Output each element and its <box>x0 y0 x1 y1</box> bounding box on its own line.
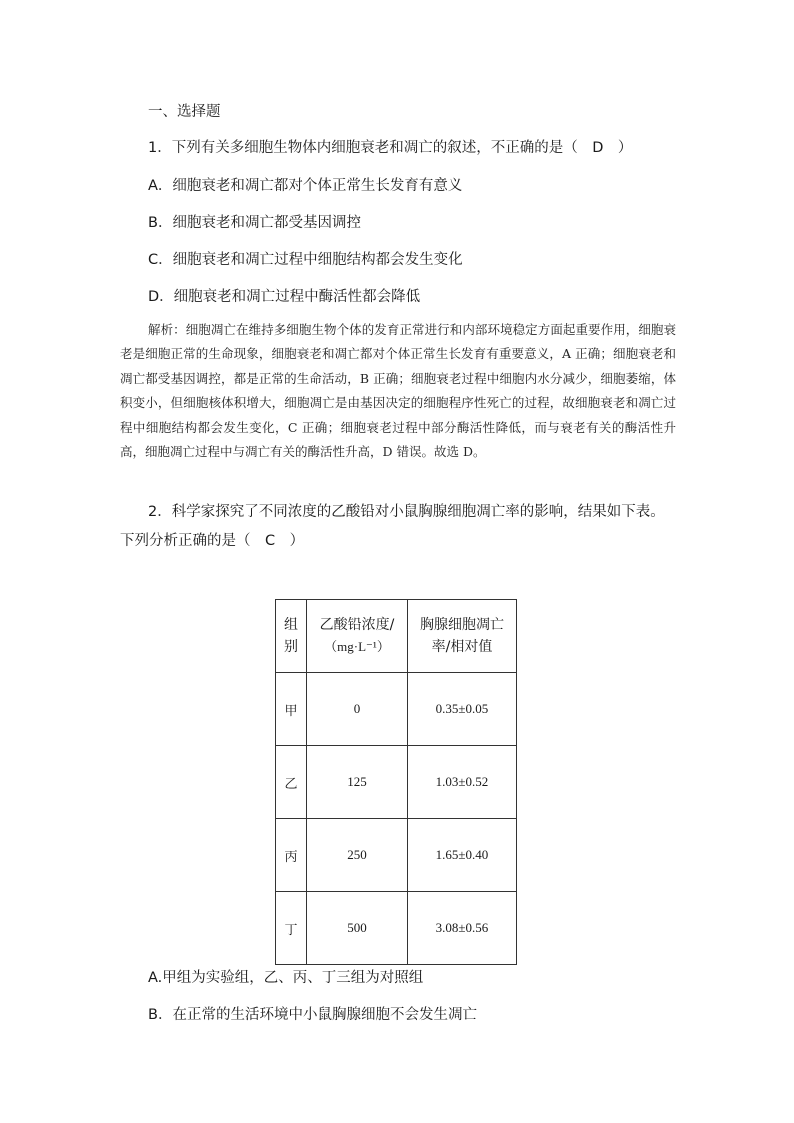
question-1-option-a: A．细胞衰老和凋亡都对个体正常生长发育有意义 <box>148 178 463 194</box>
results-table <box>275 599 517 965</box>
cell-group: 乙 <box>276 746 307 819</box>
header-apoptosis-rate: 胸腺细胞凋亡率/相对值 <box>408 600 517 673</box>
table-row <box>276 673 517 746</box>
header-group: 组别 <box>276 600 307 673</box>
question-1-option-d: D．细胞衰老和凋亡过程中酶活性都会降低 <box>148 289 421 305</box>
question-1-stem: 1．下列有关多细胞生物体内细胞衰老和凋亡的叙述，不正确的是（ D ） <box>148 140 633 156</box>
cell-rate: 1.03±0.52 <box>408 746 517 819</box>
table-row <box>276 746 517 819</box>
cell-rate: 0.35±0.05 <box>408 673 517 746</box>
question-2-stem: 2．科学家探究了不同浓度的乙酸铅对小鼠胸腺细胞凋亡率的影响，结果如下表。下列分析正确的是（ C ） <box>120 504 665 549</box>
header-concentration <box>307 600 408 673</box>
header-concentration-label: 乙酸铅浓度/ <box>319 617 395 633</box>
cell-group: 丙 <box>276 819 307 892</box>
cell-group: 甲 <box>276 673 307 746</box>
cell-concentration: 250 <box>307 819 408 892</box>
question-2-option-a: A.甲组为实验组，乙、丙、丁三组为对照组 <box>148 970 424 986</box>
question-1-option-b: B．细胞衰老和凋亡都受基因调控 <box>148 215 361 231</box>
cell-rate: 1.65±0.40 <box>408 819 517 892</box>
question-1-option-c: C．细胞衰老和凋亡过程中细胞结构都会发生变化 <box>148 252 463 268</box>
table-header-row <box>276 600 517 673</box>
cell-rate: 3.08±0.56 <box>408 892 517 965</box>
table-row <box>276 819 517 892</box>
cell-concentration: 125 <box>307 746 408 819</box>
question-2-option-b: B．在正常的生活环境中小鼠胸腺细胞不会发生凋亡 <box>148 1007 477 1023</box>
table-row <box>276 892 517 965</box>
cell-concentration: 0 <box>307 673 408 746</box>
section-title: 一、选择题 <box>148 104 221 120</box>
cell-group: 丁 <box>276 892 307 965</box>
header-concentration-unit: （mg·L⁻¹） <box>324 639 390 654</box>
cell-concentration: 500 <box>307 892 408 965</box>
question-1-analysis: 解析：细胞凋亡在维持多细胞生物个体的发育正常进行和内部环境稳定方面起重要作用，细胞衰老是细胞正常的生命现象，细胞衰老和凋亡都对个体正常生长发育有重要意义，A 正确；细胞衰老和凋亡都受基因调控，都是正常的生命活动，B 正确；细胞衰老过程中细胞内水分减少，细胞萎缩，体积变小，但细胞核体积增大，细胞凋亡是由基因决定的细胞程序性死亡的过程，故细胞衰老和凋亡过程中细胞结构都会发生变化，C 正确；细胞衰老过程中部分酶活性降低，而与衰老有关的酶活性升高，细胞凋亡过程中与凋亡有关的酶活性升高，D 错误。故选 D。 <box>120 322 676 460</box>
